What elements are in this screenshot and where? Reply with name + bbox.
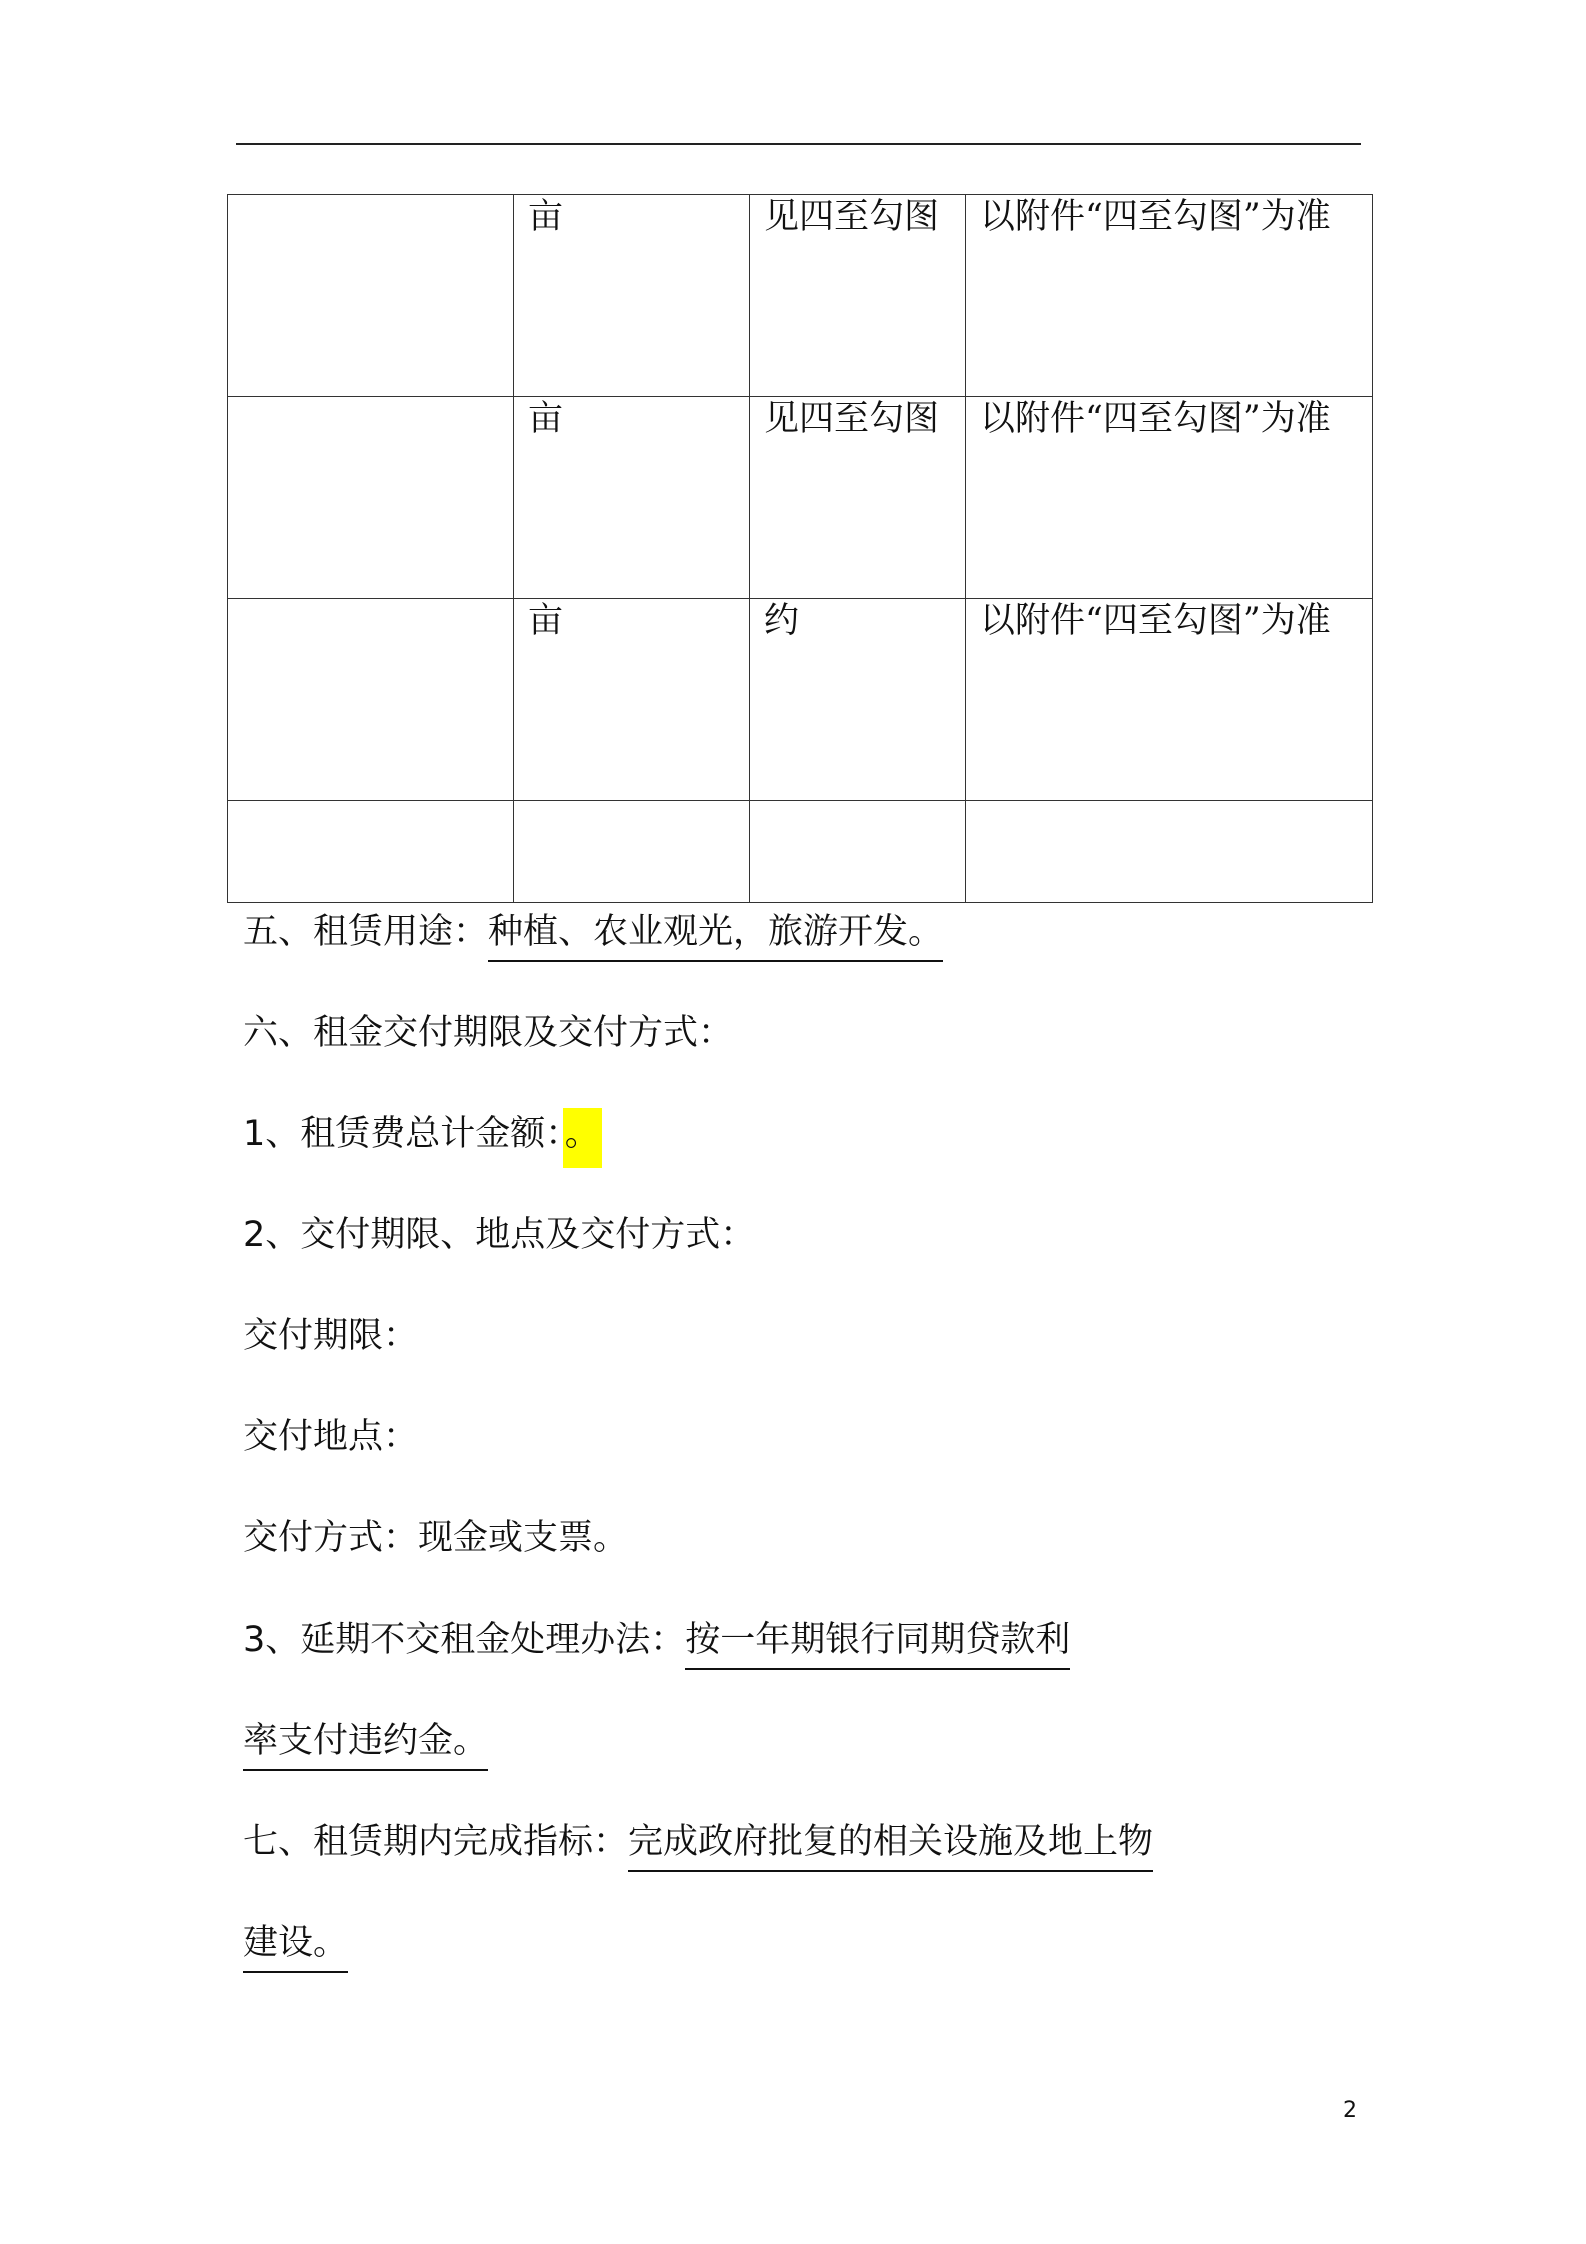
item-3-label: 3、延期不交租金处理办法：: [243, 1620, 686, 1660]
land-lease-table: [227, 194, 1373, 903]
payment-method-text: 交付方式：现金或支票。: [243, 1518, 629, 1558]
section-seven-value-line2: 建设。: [243, 1923, 348, 1973]
section-six-title: 六、租金交付期限及交付方式：: [243, 1013, 734, 1053]
table-cell-empty: [750, 801, 966, 903]
table-cell-area: [750, 397, 966, 599]
table-row: [228, 397, 1373, 599]
section-seven-value-line1: 完成政府批复的相关设施及地上物: [628, 1822, 1153, 1872]
section-seven-label: 七、租赁期内完成指标：: [243, 1822, 629, 1862]
area-text: 见四至勾图: [764, 399, 940, 439]
note-text: 以附件“四至勾图”为准: [980, 197, 1331, 237]
item-1-highlighted-value: 。: [563, 1108, 602, 1168]
area-text: 见四至勾图: [764, 197, 940, 237]
table-row: [228, 195, 1373, 397]
header-rule: [236, 143, 1361, 145]
note-text: 以附件“四至勾图”为准: [980, 601, 1331, 641]
section-seven-continuation: [243, 1915, 348, 1965]
table-row: [228, 599, 1373, 801]
unit-text: 亩: [528, 399, 564, 439]
table-cell-empty: [966, 801, 1373, 903]
section-seven-targets: [243, 1814, 1153, 1864]
section-five-usage: [243, 904, 943, 954]
table-row-empty: [228, 801, 1373, 903]
table-cell-name: [228, 195, 514, 397]
payment-deadline-label: 交付期限：: [243, 1316, 419, 1356]
section-five-label: 五、租赁用途：: [243, 912, 489, 952]
table-cell-note: [966, 599, 1373, 801]
unit-text: 亩: [528, 601, 564, 641]
table-cell-area: [750, 195, 966, 397]
payment-location-label: 交付地点：: [243, 1417, 419, 1457]
item-3-value-line2: 率支付违约金。: [243, 1721, 488, 1771]
item-3-continuation: [243, 1713, 488, 1763]
table-cell-unit: [514, 599, 750, 801]
table-cell-area: [750, 599, 966, 801]
table-cell-empty: [228, 801, 514, 903]
note-text: 以附件“四至勾图”为准: [980, 399, 1331, 439]
table-cell-name: [228, 397, 514, 599]
table-cell-unit: [514, 195, 750, 397]
table-cell-empty: [514, 801, 750, 903]
table-cell-name: [228, 599, 514, 801]
item-3-late-payment: [243, 1612, 1070, 1662]
area-text: 约: [764, 601, 800, 641]
table-cell-note: [966, 397, 1373, 599]
item-2-title: 2、交付期限、地点及交付方式：: [243, 1215, 756, 1255]
table-cell-unit: [514, 397, 750, 599]
section-five-value: 种植、农业观光，旅游开发。: [488, 912, 943, 962]
page-number: 2: [1343, 2098, 1357, 2123]
item-3-value-line1: 按一年期银行同期贷款利: [685, 1620, 1070, 1670]
item-1-total-amount: [243, 1106, 602, 1156]
unit-text: 亩: [528, 197, 564, 237]
table-cell-note: [966, 195, 1373, 397]
item-1-label: 1、租赁费总计金额：: [243, 1114, 563, 1154]
